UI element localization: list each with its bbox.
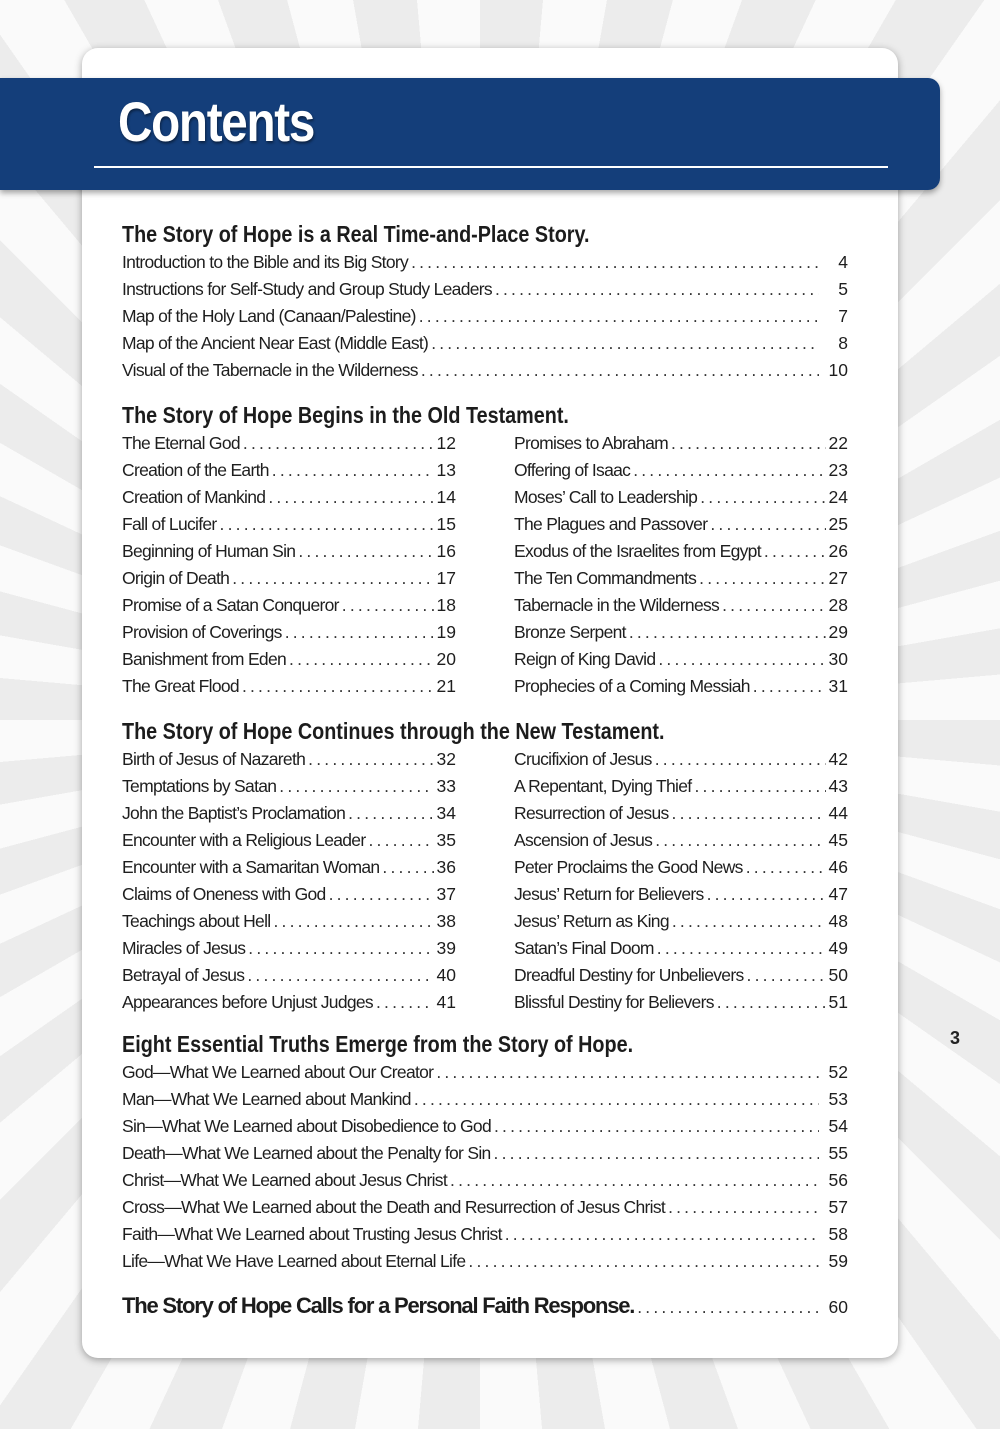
toc-entry[interactable] [514,538,848,565]
toc-entry[interactable] [122,1167,848,1194]
dot-leader [707,881,826,908]
toc-entry[interactable] [514,908,848,935]
dot-leader [232,565,433,592]
dot-leader [672,908,826,935]
dot-leader [671,430,826,457]
entry-label: Provision of Coverings [122,622,282,642]
entry-page: 25 [828,514,848,534]
dot-leader [308,746,433,773]
entry-page: 28 [828,595,848,615]
entry-page: 50 [828,965,848,985]
dot-leader [289,646,434,673]
toc-entry[interactable] [514,854,848,881]
entry-label: Ascension of Jesus [514,830,653,850]
entry-page: 58 [828,1224,848,1244]
section-old-testament [122,400,848,700]
toc-entry[interactable] [122,881,456,908]
entry-label: Moses’ Call to Leadership [514,487,698,507]
intro-entries [122,249,848,384]
toc-entry[interactable] [122,430,456,457]
entry-page: 53 [828,1089,848,1109]
entry-page: 35 [436,830,456,850]
section-heading: The Story of Hope Begins in the Old Testament. [122,402,569,428]
dot-leader [629,619,826,646]
dot-leader [658,646,825,673]
truth-entries [122,1059,848,1275]
toc-entry[interactable] [122,646,456,673]
toc-entry[interactable] [514,989,848,1016]
entry-page: 36 [436,857,456,877]
dot-leader [753,673,826,700]
dot-leader [468,1248,819,1275]
entry-page: 22 [828,433,848,453]
dot-leader [505,1221,819,1248]
entry-label: Map of the Holy Land (Canaan/Palestine) [122,306,416,326]
entry-page: 34 [436,803,456,823]
dot-leader [672,800,826,827]
entry-page: 31 [828,676,848,696]
toc-entry[interactable] [122,1086,848,1113]
dot-leader [247,962,433,989]
entry-page: 27 [828,568,848,588]
toc-entry[interactable] [122,1248,848,1275]
entry-page: 45 [828,830,848,850]
toc-entry[interactable] [122,935,456,962]
section-heading: The Story of Hope is a Real Time-and-Place Story. [122,221,590,247]
toc-entry[interactable] [514,430,848,457]
toc-entry[interactable] [122,484,456,511]
entry-label: Jesus’ Return as King [514,911,669,931]
toc-entry[interactable] [514,457,848,484]
section-essential-truths [122,1029,848,1275]
entry-page: 17 [436,568,456,588]
dot-leader [657,935,826,962]
toc-entry[interactable] [514,673,848,700]
section-new-testament [122,716,848,1016]
toc-entry[interactable] [122,773,456,800]
dot-leader [348,800,433,827]
toc-entry[interactable] [514,619,848,646]
dot-leader [637,1290,819,1324]
toc-entry[interactable] [122,249,848,276]
entry-label: Sin—What We Learned about Disobedience to God [122,1116,491,1136]
entry-label: Dreadful Destiny for Unbelievers [514,965,744,985]
toc-entry[interactable] [514,881,848,908]
dot-leader [717,989,826,1016]
entry-page: 54 [828,1116,848,1136]
toc-entry[interactable] [514,646,848,673]
entry-page: 32 [436,749,456,769]
dot-leader [436,1059,819,1086]
toc-entry[interactable] [122,457,456,484]
entry-page: 19 [436,622,456,642]
entry-page: 12 [436,433,456,453]
dot-leader [220,511,434,538]
dot-leader [279,773,433,800]
entry-label: The Eternal God [122,433,240,453]
entry-label: Appearances before Unjust Judges [122,992,373,1012]
entry-label: Resurrection of Jesus [514,803,669,823]
dot-leader [419,303,819,330]
toc-entry[interactable] [122,1221,848,1248]
entry-page: 56 [828,1170,848,1190]
toc-entry[interactable] [122,511,456,538]
dot-leader [694,773,825,800]
entry-page: 60 [828,1297,848,1317]
dot-leader [382,854,433,881]
entry-label: Encounter with a Religious Leader [122,830,366,850]
entry-page: 37 [436,884,456,904]
toc-entry[interactable] [122,908,456,935]
entry-page: 43 [828,776,848,796]
dot-leader [746,854,826,881]
entry-label: Faith—What We Learned about Trusting Jesus Christ [122,1224,502,1244]
entry-label: Satan’s Final Doom [514,938,654,958]
entry-label: Life—What We Have Learned about Eternal Life [122,1251,466,1271]
entry-label: Creation of the Earth [122,460,269,480]
entry-label: Miracles of Jesus [122,938,246,958]
dot-leader [368,827,433,854]
entry-page: 38 [436,911,456,931]
entry-label: Instructions for Self-Study and Group Study Leaders [122,279,492,299]
dot-leader [495,276,819,303]
entry-label: The Great Flood [122,676,239,696]
dot-leader [268,484,433,511]
page-title: Contents [118,90,315,153]
toc-entry[interactable] [514,800,848,827]
toc-entry[interactable] [514,773,848,800]
toc-entry[interactable] [514,565,848,592]
dot-leader [450,1167,819,1194]
entry-label: Man—What We Learned about Mankind [122,1089,411,1109]
entry-page: 4 [838,252,848,272]
section-heading: Eight Essential Truths Emerge from the Story of Hope. [122,1031,634,1057]
entry-page: 52 [828,1062,848,1082]
toc-entry[interactable] [122,276,848,303]
dot-leader [285,619,434,646]
toc-entry[interactable] [122,746,456,773]
toc-entry[interactable] [122,330,848,357]
entry-page: 10 [828,360,848,380]
dot-leader [273,908,433,935]
entry-page: 21 [436,676,456,696]
dot-leader [421,357,819,384]
dot-leader [329,881,434,908]
entry-page: 15 [436,514,456,534]
toc-entry[interactable] [122,619,456,646]
entry-label: The Plagues and Passover [514,514,708,534]
toc-entry[interactable] [122,673,456,700]
toc-entry[interactable] [122,538,456,565]
entry-label: Bronze Serpent [514,622,626,642]
entry-page: 39 [436,938,456,958]
title-underline [94,166,888,168]
entry-page: 59 [828,1251,848,1271]
toc-entry[interactable] [122,800,456,827]
entry-page: 24 [828,487,848,507]
entry-label: Blissful Destiny for Believers [514,992,714,1012]
entry-page: 5 [838,279,848,299]
dot-leader [431,330,819,357]
entry-label: Birth of Jesus of Nazareth [122,749,306,769]
entry-page: 55 [828,1143,848,1163]
entry-page: 18 [436,595,456,615]
entry-label: The Ten Commandments [514,568,697,588]
toc-entry[interactable] [122,1289,848,1323]
toc-entry[interactable] [122,1140,848,1167]
entry-label: Tabernacle in the Wilderness [514,595,720,615]
toc-entry[interactable] [514,827,848,854]
dot-leader [668,1194,819,1221]
entry-page: 41 [436,992,456,1012]
dot-leader [655,827,825,854]
toc-entry[interactable] [122,1194,848,1221]
toc-entry[interactable] [514,592,848,619]
dot-leader [272,457,434,484]
entry-label: Visual of the Tabernacle in the Wilderness [122,360,418,380]
entry-page: 8 [838,333,848,353]
toc-entry[interactable] [122,565,456,592]
toc-entry[interactable] [122,962,456,989]
entry-label: Teachings about Hell [122,911,271,931]
old-testament-left-column [122,430,456,700]
entry-label: Offering of Isaac [514,460,631,480]
entry-label: Betrayal of Jesus [122,965,245,985]
toc-entry[interactable] [514,746,848,773]
entry-label: Claims of Oneness with God [122,884,326,904]
entry-label: Beginning of Human Sin [122,541,296,561]
entry-label: Crucifixion of Jesus [514,749,652,769]
entry-label: John the Baptist’s Proclamation [122,803,346,823]
entry-page: 14 [436,487,456,507]
entry-label: Introduction to the Bible and its Big Story [122,252,409,272]
entry-page: 26 [828,541,848,561]
dot-leader [243,430,434,457]
section-intro [122,219,848,384]
toc-entry[interactable] [122,1059,848,1086]
section-faith-response [122,1289,848,1323]
dot-leader [242,673,434,700]
entry-label: God—What We Learned about Our Creator [122,1062,434,1082]
entry-page: 46 [828,857,848,877]
dot-leader [494,1113,819,1140]
entry-page: 48 [828,911,848,931]
entry-label: Prophecies of a Coming Messiah [514,676,750,696]
toc-entry[interactable] [122,592,456,619]
entry-label: Exodus of the Israelites from Egypt [514,541,761,561]
dot-leader [298,538,433,565]
entry-label: Christ—What We Learned about Jesus Christ [122,1170,448,1190]
dot-leader [248,935,433,962]
entry-label: Promise of a Satan Conqueror [122,595,339,615]
toc-entry[interactable] [122,357,848,384]
entry-label: Fall of Lucifer [122,514,217,534]
entry-page: 44 [828,803,848,823]
entry-label: Peter Proclaims the Good News [514,857,743,877]
dot-leader [699,565,825,592]
new-testament-left-column [122,746,456,1016]
toc-entry[interactable] [122,989,456,1016]
toc-entry[interactable] [514,962,848,989]
entry-label: Death—What We Learned about the Penalty for Sin [122,1143,491,1163]
entry-page: 16 [436,541,456,561]
toc-entry[interactable] [514,484,848,511]
entry-page: 13 [436,460,456,480]
entry-label: Banishment from Eden [122,649,287,669]
page-number: 3 [950,1028,961,1048]
entry-page: 33 [436,776,456,796]
dot-leader [376,989,434,1016]
dot-leader [633,457,825,484]
old-testament-right-column [514,430,848,700]
dot-leader [710,511,825,538]
entry-page: 7 [838,306,848,326]
dot-leader [494,1140,819,1167]
entry-label: Jesus’ Return for Believers [514,884,704,904]
entry-page: 42 [828,749,848,769]
entry-label: Map of the Ancient Near East (Middle East) [122,333,429,353]
dot-leader [747,962,826,989]
entry-label: Creation of Mankind [122,487,266,507]
toc-entry[interactable] [122,827,456,854]
entry-label: Cross—What We Learned about the Death and Resurrection of Jesus Christ [122,1197,666,1217]
toc-entry[interactable] [514,511,848,538]
entry-label: Temptations by Satan [122,776,277,796]
dot-leader [655,746,826,773]
entry-page: 51 [828,992,848,1012]
entry-page: 23 [828,460,848,480]
entry-page: 57 [828,1197,848,1217]
entry-label: Encounter with a Samaritan Woman [122,857,380,877]
entry-label: The Story of Hope Calls for a Personal Faith Response. [122,1293,635,1318]
entry-page: 29 [828,622,848,642]
entry-page: 49 [828,938,848,958]
entry-label: Origin of Death [122,568,230,588]
dot-leader [411,249,819,276]
section-heading: The Story of Hope Continues through the New Testament. [122,718,665,744]
entry-label: Promises to Abraham [514,433,668,453]
toc-entry[interactable] [122,854,456,881]
entry-page: 47 [828,884,848,904]
toc-entry[interactable] [122,303,848,330]
dot-leader [414,1086,819,1113]
dot-leader [700,484,825,511]
new-testament-right-column [514,746,848,1016]
entry-label: Reign of King David [514,649,656,669]
entry-page: 30 [828,649,848,669]
entry-page: 20 [436,649,456,669]
toc-entry[interactable] [514,935,848,962]
dot-leader [722,592,825,619]
entry-page: 40 [436,965,456,985]
entry-label: A Repentant, Dying Thief [514,776,692,796]
dot-leader [764,538,826,565]
toc-entry[interactable] [122,1113,848,1140]
dot-leader [342,592,434,619]
